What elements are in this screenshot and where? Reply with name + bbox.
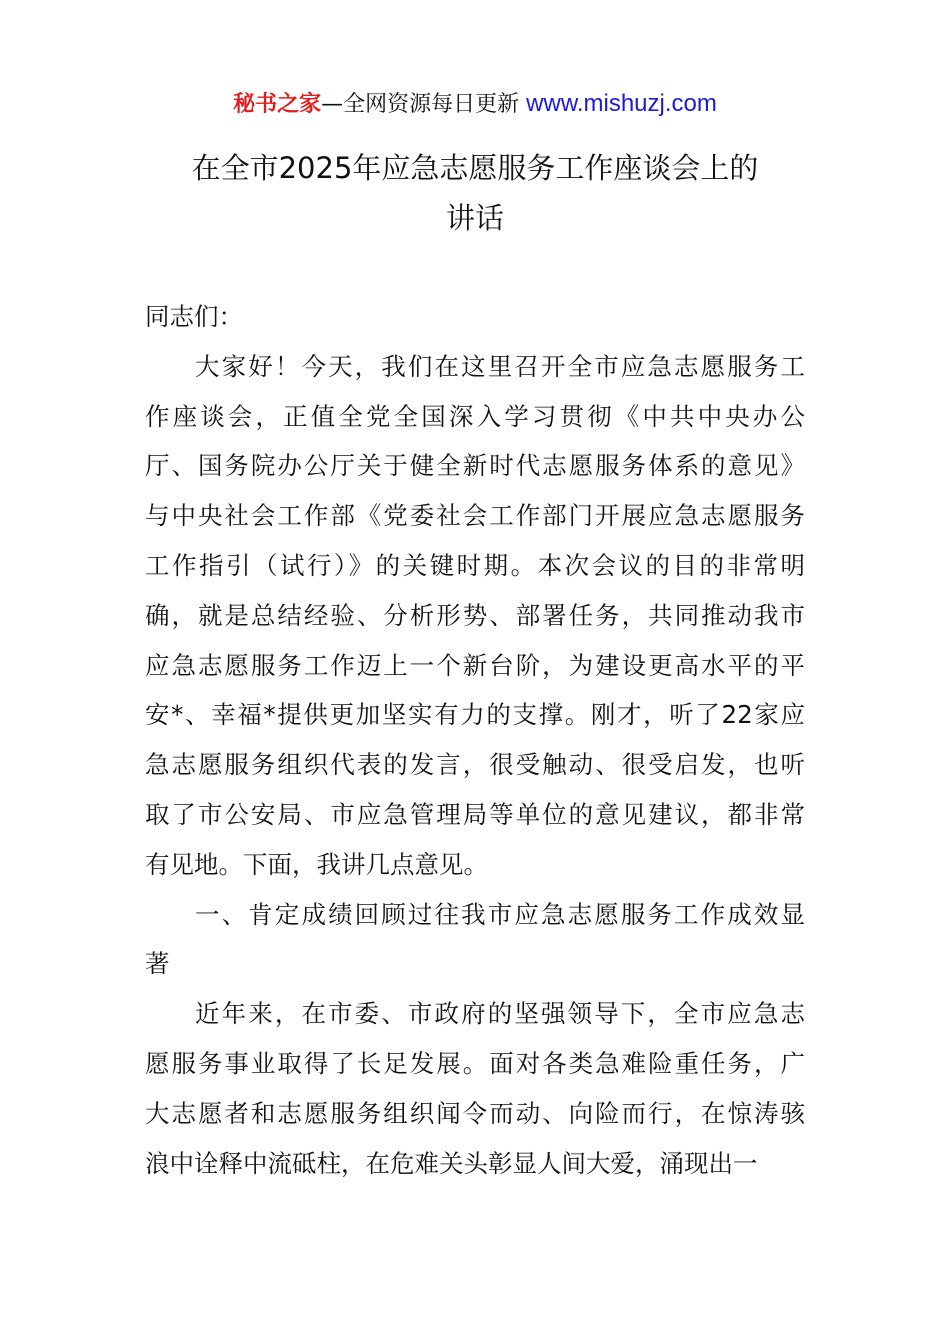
document-body <box>145 292 805 1188</box>
title-line: 在全市2025年应急志愿服务工作座谈会上的 <box>191 151 759 185</box>
document-title <box>145 143 805 243</box>
text-line: 一、肯定成绩回顾过往我市应急志愿服务工作成效显 <box>195 899 805 929</box>
text-line: 愿服务事业取得了长足发展。面对各类急难险重任务，广 <box>145 1048 805 1078</box>
salutation: 同志们： <box>145 302 243 331</box>
section-heading <box>145 890 805 990</box>
text-line: 取了市公安局、市应急管理局等单位的意见建议，都非常 <box>145 799 805 829</box>
text-line: 大志愿者和志愿服务组织闻令而动、向险而行，在惊涛骇 <box>145 1098 805 1128</box>
text-line: 著 <box>145 949 170 979</box>
header-tagline: —全网资源每日更新 <box>321 92 520 117</box>
text-line: 工作指引（试行）》的关键时期。本次会议的目的非常明 <box>145 550 805 580</box>
site-header <box>0 88 950 121</box>
site-url-link[interactable]: www.mishuzj.com <box>526 90 717 117</box>
text-line: 厅、国务院办公厅关于健全新时代志愿服务体系的意见》 <box>145 451 805 481</box>
text-line: 应急志愿服务工作迈上一个新台阶，为建设更高水平的平 <box>145 650 805 680</box>
text-line: 浪中诠释中流砥柱，在危难关头彰显人间大爱，涌现出一 <box>145 1148 758 1178</box>
text-line: 大家好！今天，我们在这里召开全市应急志愿服务工 <box>195 351 805 381</box>
text-line: 安*、幸福*提供更加坚实有力的支撑。刚才，听了22家应 <box>145 700 805 730</box>
brand-name: 秘书之家 <box>233 92 322 117</box>
text-line: 确，就是总结经验、分析形势、部署任务，共同推动我市 <box>145 600 805 630</box>
title-line: 讲话 <box>445 201 504 235</box>
text-line: 急志愿服务组织代表的发言，很受触动、很受启发，也听 <box>145 750 805 780</box>
paragraph <box>145 342 805 890</box>
paragraph <box>145 989 805 1188</box>
text-line: 作座谈会，正值全党全国深入学习贯彻《中共中央办公 <box>145 401 805 431</box>
text-line: 有见地。下面，我讲几点意见。 <box>145 849 488 879</box>
text-line: 与中央社会工作部《党委社会工作部门开展应急志愿服务 <box>145 501 805 531</box>
text-line: 近年来，在市委、市政府的坚强领导下，全市应急志 <box>195 999 805 1029</box>
